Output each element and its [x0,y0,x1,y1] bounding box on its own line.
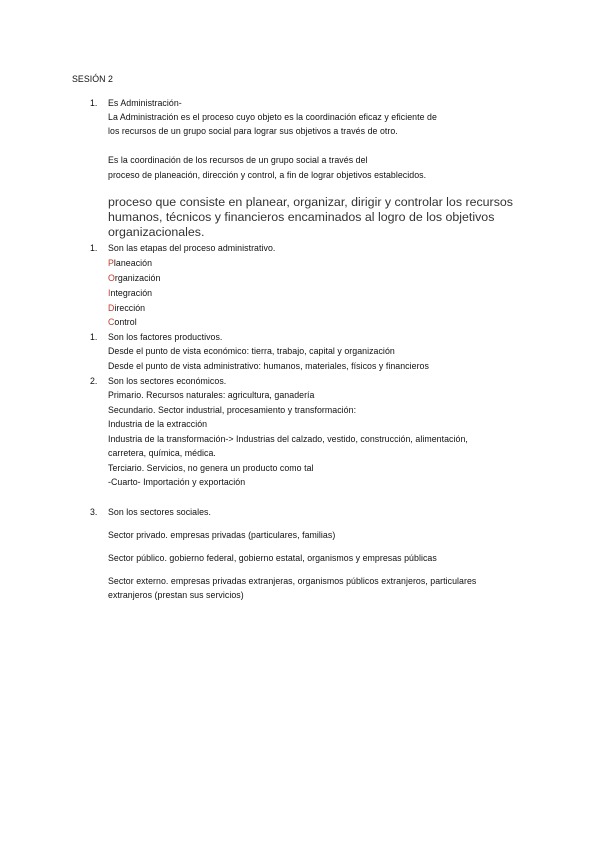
item1-def2-line2: proceso de planeación, dirección y control, a fin de lograr objetivos establecidos. [108,170,427,180]
item1-def2-line1: Es la coordinación de los recursos de un grupo social a través del [108,155,368,165]
item1-def3-line3: organizacionales. [108,225,205,239]
stage-direccion [108,303,145,314]
stage-rest: ntegración [110,288,153,298]
item4-line1: Primario. Recursos naturales: agricultura, ganadería [108,390,315,400]
item1-heading: Es Administración- [108,98,182,108]
stage-organizacion [108,273,160,284]
item3-line2: Desde el punto de vista administrativo: humanos, materiales, físicos y financieros [108,361,429,371]
item2-number: 1. [90,243,98,253]
stage-control [108,317,137,328]
item3-number: 1. [90,332,98,342]
item2-heading: Son las etapas del proceso administrativo. [108,243,276,253]
item4-line6: Terciario. Servicios, no genera un producto como tal [108,463,314,473]
sector-publico: Sector público. gobierno federal, gobierno estatal, organismos y empresas públicas [108,553,437,563]
item1-def3-line2: humanos, técnicos y financieros encaminados al logro de los objetivos [108,210,495,224]
sector-externo-line1: Sector externo. empresas privadas extranjeras, organismos públicos extranjeros, particulares [108,576,477,586]
item3-line1: Desde el punto de vista económico: tierra, trabajo, capital y organización [108,346,395,356]
sector-privado: Sector privado. empresas privadas (particulares, familias) [108,530,336,540]
stage-rest: irección [114,303,146,313]
item4-line3: Industria de la extracción [108,419,208,429]
item4-line4: Industria de la transformación-> Industrias del calzado, vestido, construcción, alimentación, [108,434,468,444]
stage-integracion [108,288,152,299]
item4-heading: Son los sectores económicos. [108,376,227,386]
item5-heading: Son los sectores sociales. [108,507,212,517]
stage-planeacion [108,258,152,269]
stage-initial: P [108,258,114,268]
stage-initial: O [108,273,115,283]
stage-rest: ontrol [114,317,137,327]
item4-number: 2. [90,376,98,386]
item4-line7: -Cuarto- Importación y exportación [108,477,246,487]
item1-def1-line2: los recursos de un grupo social para lograr sus objetivos a través de otro. [108,126,398,136]
sector-externo-line2: extranjeros (prestan sus servicios) [108,590,244,600]
stage-initial: I [108,288,111,298]
item3-heading: Son los factores productivos. [108,332,223,342]
stage-rest: laneación [113,258,153,268]
session-title: SESIÓN 2 [72,74,113,84]
item4-line2: Secundario. Sector industrial, procesamiento y transformación: [108,405,357,415]
stage-rest: rganización [114,273,161,283]
item1-def1-line1: La Administración es el proceso cuyo objeto es la coordinación eficaz y eficiente de [108,112,437,122]
stage-initial: C [108,317,115,327]
item5-number: 3. [90,507,98,517]
item1-number: 1. [90,98,98,108]
item1-def3-line1: proceso que consiste en planear, organizar, dirigir y controlar los recursos [108,195,513,209]
item4-line5: carretera, química, médica. [108,448,216,458]
stage-initial: D [108,303,115,313]
